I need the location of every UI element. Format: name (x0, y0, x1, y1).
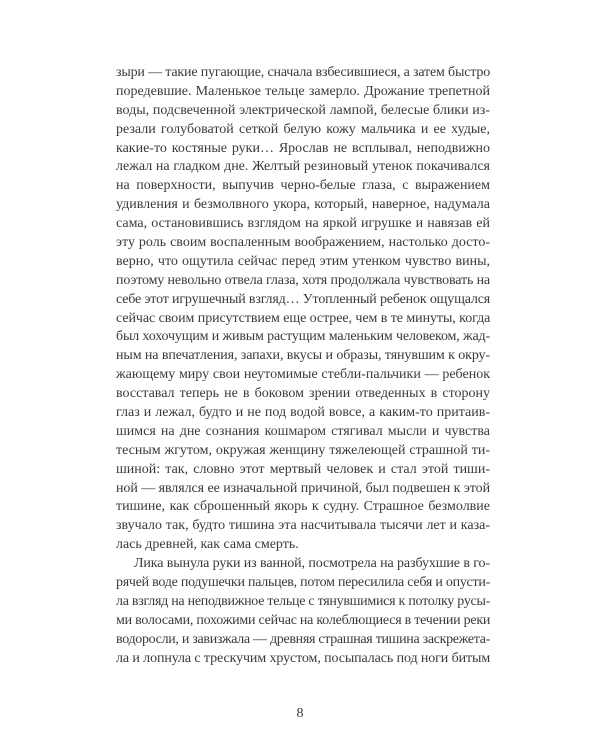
text-line: верно, что ощутила сейчас перед этим утенком чувство вины, (116, 253, 490, 269)
text-line: поэтому невольно отвела глаза, хотя продолжала чувствовать на (116, 272, 490, 288)
text-line: лась древней, как сама смерть. (116, 537, 299, 553)
text-line: сама, остановившись взглядом на яркой игрушке и навязав ей (116, 216, 490, 232)
text-line: сейчас своим присутствием еще острее, чем в те минуты, когда (116, 310, 491, 326)
text-line: был хохочущим и живым растущим маленьким человеком, жад- (116, 329, 490, 345)
text-line: какие-то костяные руки… Ярослав не всплывал, неподвижно (116, 140, 490, 156)
text-line: рячей воде подушечки пальцев, потом пересилила себя и опусти- (116, 575, 490, 591)
body-text (116, 64, 490, 669)
text-line: зыри — такие пугающие, сначала взбесившиеся, а затем быстро (116, 65, 491, 80)
text-line: ла и лопнула с трескучим хрустом, посыпалась под ноги битым (116, 650, 491, 666)
text-line: воды, подсвеченной электрической лампой, белесые блики из- (116, 102, 490, 118)
text-line: ла взгляд на неподвижное тельце с тянувшимися к потолку русы- (116, 593, 490, 609)
text-line: удивления и безмолвного укора, который, наверное, надумала (116, 197, 490, 213)
text-line: звучало так, будто тишина эта насчитывала тысячи лет и каза- (116, 518, 490, 534)
text-line: тишине, как сброшенный якорь к судну. Страшное безмолвие (116, 499, 490, 515)
text-line: на поверхности, выпучив черно-белые глаза, с выражением (116, 178, 490, 194)
text-line: резали голубоватой сеткой белую кожу мальчика и ее худые, (116, 121, 490, 137)
text-line: эту роль своим воспаленным воображением, настолько досто- (116, 235, 490, 251)
text-line: лежал на гладком дне. Желтый резиновый утенок покачивался (116, 159, 490, 175)
text-line: восставал теперь не в боковом зрении отведенных в сторону (116, 386, 490, 402)
text-line: шимся на дне сознания кошмаром стягивал мысли и чувства (116, 423, 490, 439)
text-line: шиной: так, словно этот мертвый человек и стал этой тиши- (116, 461, 490, 477)
text-line: ми волосами, похожими сейчас на колеблющиеся в течении реки (116, 612, 491, 628)
text-line: тесным жгутом, окружая женщину тяжелеющей страшной ти- (116, 442, 490, 458)
text-line: ной — являлся ее изначальной причиной, был подвешен к этой (116, 480, 490, 496)
text-line: водоросли, и завизжала — древняя страшная тишина заскрежета- (116, 631, 490, 647)
text-line: глаз и лежал, будто и не под водой вовсе, а каким-то притаив- (116, 405, 490, 421)
text-line: поредевшие. Маленькое тельце замерло. Дрожание трепетной (116, 83, 490, 99)
text-line: жающему миру свои неутомимые стебли-пальчики — ребенок (116, 367, 490, 383)
page-number: 8 (296, 706, 304, 721)
text-line: себе этот игрушечный взгляд… Утопленный ребенок ощущался (116, 291, 491, 307)
text-line: ным на впечатления, запахи, вкусы и образы, тянувшим к окру- (116, 348, 490, 364)
text-line: Лика вынула руки из ванной, посмотрела на разбухшие в го- (134, 556, 490, 572)
